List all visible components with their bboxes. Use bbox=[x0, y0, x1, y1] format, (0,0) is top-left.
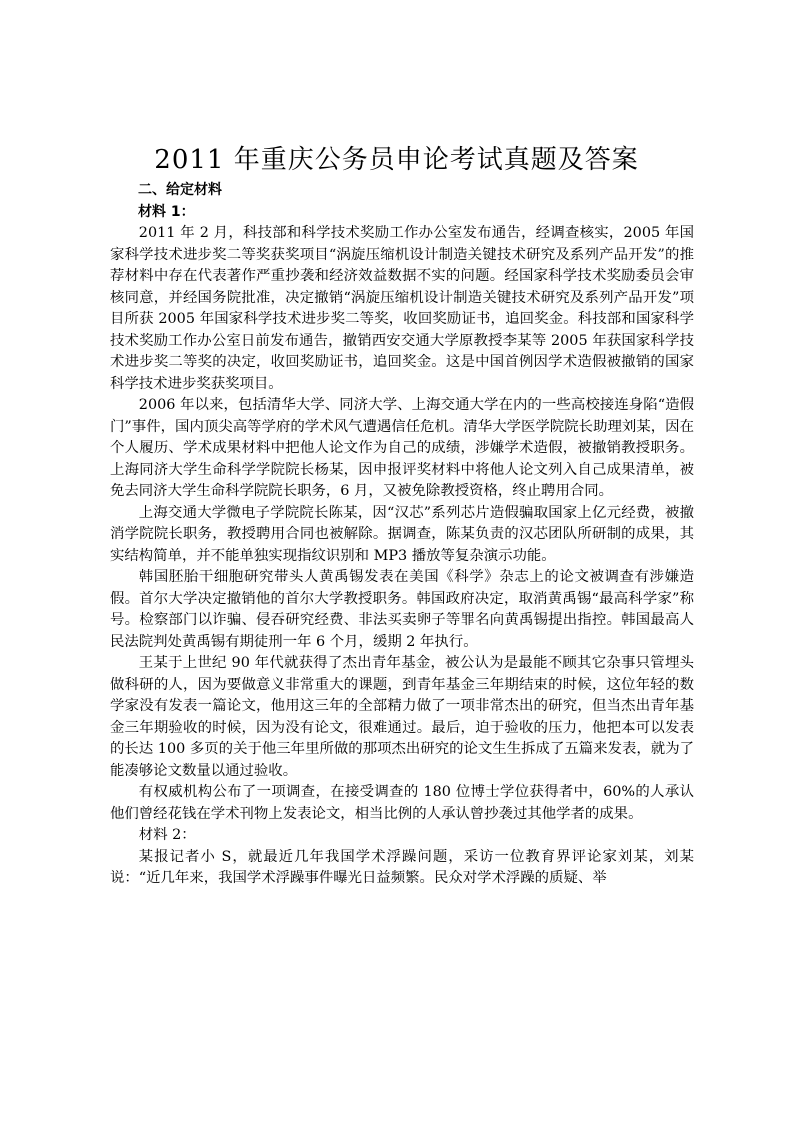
paragraph: 某报记者小 S，就最近几年我国学术浮躁问题，采访一位教育界评论家刘某，刘某说：“近几年来，我国学术浮躁事件曝光日益频繁。民众对学术浮躁的质疑、举 bbox=[110, 848, 694, 886]
paragraph: 王某于上世纪 90 年代就获得了杰出青年基金，被公认为是最能不顾其它杂事只管埋头做科研的人，因为要做意义非常重大的课题，到青年基金三年期结束的时候，这位年轻的数学家没有发表一篇论文，他用这三年的全部精力做了一项非常杰出的研究，但当杰出青年基金三年期验收的时候，因为没有论文，很难通过。最后，迫于验收的压力，他把本可以发表的长达 100 多页的关于他三年里所做的那项杰出研究的论文生生拆成了五篇来发表，就为了能凑够论文数量以通过验收。 bbox=[110, 655, 694, 779]
document-title: 2011 年重庆公务员申论考试真题及答案 bbox=[154, 145, 639, 175]
paragraph: 韩国胚胎干细胞研究带头人黄禹锡发表在美国《科学》杂志上的论文被调查有涉嫌造假。首尔大学决定撤销他的首尔大学教授职务。韩国政府决定，取消黄禹锡“最高科学家”称号。检察部门以诈骗、侵吞研究经费、非法买卖卵子等罪名向黄禹锡提出指控。韩国最高人民法院判处黄禹锡有期徒刑一年 6 个月，缓期 2 年执行。 bbox=[110, 569, 694, 650]
material-2-label: 材料 2： bbox=[138, 827, 196, 843]
section-heading: 二、给定材料 bbox=[138, 182, 222, 198]
paragraph: 有权威机构公布了一项调查，在接受调查的 180 位博士学位获得者中，60%的人承认他们曾经花钱在学术刊物上发表论文，相当比例的人承认曾抄袭过其他学者的成果。 bbox=[110, 784, 694, 822]
paragraph: 上海交通大学微电子学院院长陈某，因“汉芯”系列芯片造假骗取国家上亿元经费，被撤消学院院长职务，教授聘用合同也被解除。据调查，陈某负责的汉芯团队所研制的成果，其实结构简单，并不能单独实现指纹识别和 MP3 播放等复杂演示功能。 bbox=[110, 504, 694, 564]
paragraph: 2011 年 2 月，科技部和科学技术奖励工作办公室发布通告，经调查核实，2005 年国家科学技术进步奖二等奖获奖项目“涡旋压缩机设计制造关键技术研究及系列产品开发”的推荐材料中存在代表著作严重抄袭和经济效益数据不实的问题。经国家科学技术奖励委员会审核同意，并经国务院批准，决定撤销“涡旋压缩机设计制造关键技术研究及系列产品开发”项目所获 2005 年国家科学技术进步奖二等奖，收回奖励证书，追回奖金。科技部和国家科学技术奖励工作办公室日前发布通告，撤销西安交通大学原教授李某等 2005 年获国家科学技术进步奖二等奖的决定，收回奖励证书，追回奖金。这是中国首例因学术造假被撤销的国家科学技术进步奖获奖项目。 bbox=[110, 225, 694, 392]
document-body bbox=[110, 180, 694, 890]
paragraph: 2006 年以来，包括清华大学、同济大学、上海交通大学在内的一些高校接连身陷“造假门”事件，国内顶尖高等学府的学术风气遭遇信任危机。清华大学医学院院长助理刘某，因在个人履历、学术成果材料中把他人论文作为自己的成绩，涉嫌学术造假，被撤销教授职务。上海同济大学生命科学学院院长杨某，因申报评奖材料中将他人论文列入自己成果清单，被免去同济大学生命科学院院长职务，6 月，又被免除教授资格，终止聘用合同。 bbox=[110, 397, 694, 499]
material-1-label: 材料 1： bbox=[138, 203, 195, 220]
